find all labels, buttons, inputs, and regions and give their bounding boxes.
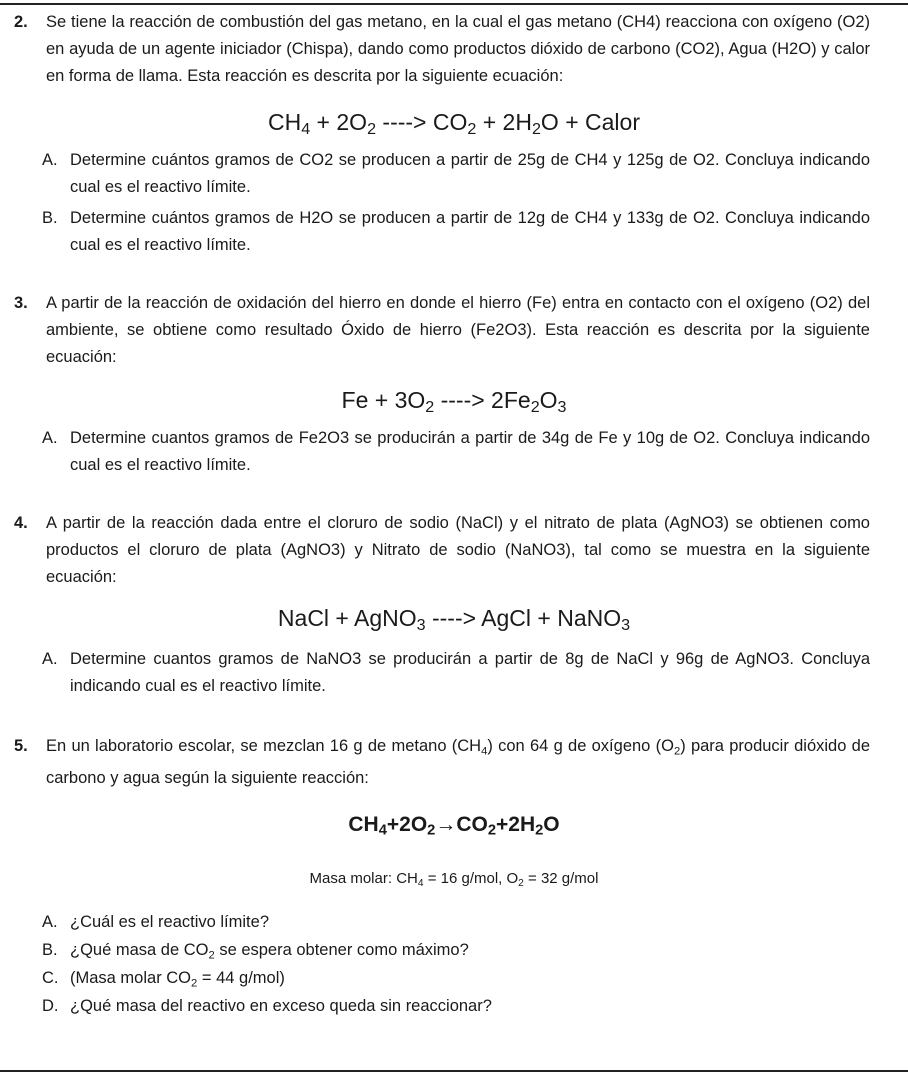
question-3-equation: $Fe + 3O_2$ ----> $2Fe_2O_3$ — [341, 387, 567, 417]
item-label: A. — [42, 650, 58, 668]
question-5-number: 5. — [14, 737, 28, 755]
item-label: B. — [42, 941, 58, 959]
question-4-equation: NaCl + AgNO$_3$ ----> AgCl + NaNO$_3$ — [277, 605, 631, 635]
item-label: A. — [42, 429, 58, 447]
question-4-item-a — [42, 646, 870, 700]
question-3-text: A partir de la reacción de oxidación del hierro en donde el hierro (Fe) entra en contacto con el oxígeno (O2) del ambiente, se obtiene como resultado Óxido de hierro (Fe2O3). Esta reacción es descrita por la siguiente ecuación: — [46, 294, 870, 366]
question-3-number: 3. — [14, 294, 28, 312]
item-label: D. — [42, 997, 59, 1015]
question-5-item-b: B. ¿Qué masa de $CO_2$ se espera obtener como máximo? — [70, 937, 870, 969]
question-4-number: 4. — [14, 514, 28, 532]
question-5-equation: $CH_4+2O_2\to CO_2+2H_2O$ — [348, 813, 560, 839]
question-2-equation: $CH_4 + 2O_2$ ----> $CO_2 + 2H_2O$ + Calor — [267, 109, 640, 139]
question-5-item-d: D. ¿Qué masa del reactivo en exceso queda sin reaccionar? — [70, 993, 870, 1020]
question-2-number: 2. — [14, 13, 28, 31]
question-4-text: A partir de la reacción dada entre el cloruro de sodio (NaCl) y el nitrato de plata (AgNO3) se obtienen como productos el cloruro de plata (AgNO3) y Nitrato de sodio (NaNO3), tal como se muestra en la siguiente ecuación: — [46, 514, 870, 586]
question-5-molar-mass: Masa molar: $CH_4 = 16$ g/mol, $O_2 = 32$ g/mol — [309, 870, 599, 890]
top-rule — [0, 3, 908, 5]
question-5-item-c: C. (Masa molar $CO_2 = 44$ g/mol) — [70, 965, 870, 997]
bottom-rule — [0, 1070, 908, 1072]
question-3-item-a — [42, 425, 870, 479]
item-label: A. — [42, 913, 58, 931]
question-2-item-b — [42, 205, 870, 259]
item-label: A. — [42, 151, 58, 169]
question-5-text: En un laboratorio escolar, se mezclan 16 g de metano $(CH_4)$ con 64 g de oxígeno $(O_2)$ para producir dióxido de carbono y agua según la siguiente reacción: — [46, 737, 871, 788]
item-text: Determine cuantos gramos de NaNO3 se producirán a partir de 8g de NaCl y 96g de AgNO3. Concluya indicando cual es el reactivo límite. — [70, 650, 870, 695]
item-text: Determine cuantos gramos de Fe2O3 se producirán a partir de 34g de Fe y 10g de O2. Concluya indicando cual es el reactivo límite. — [70, 429, 870, 474]
item-label: C. — [42, 969, 59, 987]
question-2-text: Se tiene la reacción de combustión del gas metano, en la cual el gas metano (CH4) reacciona con oxígeno (O2) en ayuda de un agente iniciador (Chispa), dando como productos dióxido de carbono (CO2), Agua (H2O) y calor en forma de llama. Esta reacción es descrita por la siguiente ecuación: — [46, 13, 870, 85]
question-5-item-a: A. ¿Cuál es el reactivo límite? — [70, 909, 870, 936]
item-text: Determine cuántos gramos de H2O se producen a partir de 12g de CH4 y 133g de O2. Concluya indicando cual es el reactivo límite. — [70, 209, 870, 254]
question-2-item-a — [42, 147, 870, 201]
item-label: B. — [42, 209, 58, 227]
item-text: Determine cuántos gramos de CO2 se producen a partir de 25g de CH4 y 125g de O2. Concluya indicando cual es el reactivo límite. — [70, 151, 870, 196]
